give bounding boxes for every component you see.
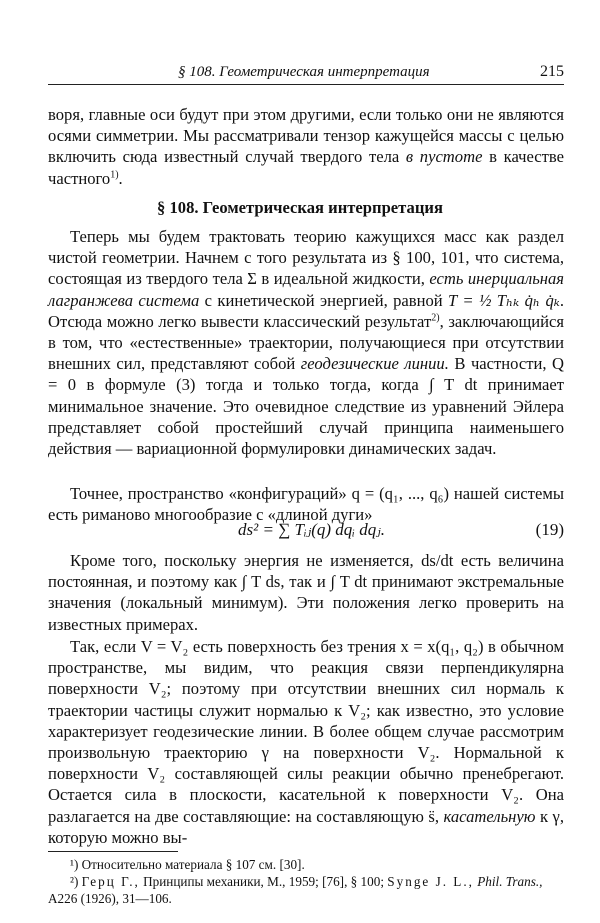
configuration-text: Точнее, пространство «конфигураций» q = (q₁, ..., q₆) нашей системы есть риманово многообразие с «длиной дуги» (48, 484, 564, 525)
main-text-1: Теперь мы будем трактовать теорию кажущихся масс как раздел чистой геометрии. Начнем с того результата из § 100, 101, что система, состоящая из твердого тела Σ в идеальной жидкости, (48, 227, 564, 289)
footnote-ref-1: 1) (110, 169, 119, 181)
main-text-4: , заключающийся в том, что «естественные» траектории, получающиеся при отсутствии внешних сил, представляют собой (48, 311, 565, 374)
kinetic-energy-formula: T = ½ Tₕₖ q̇ₕ q̇ₖ (448, 290, 560, 310)
energy-paragraph (48, 550, 564, 635)
footnote-2-author: Герц Г., (81, 874, 140, 889)
footnote-ref-2: 2) (431, 312, 440, 324)
running-title: § 108. Геометрическая интерпретация (178, 64, 430, 80)
intro-text-3: . (118, 168, 123, 188)
main-text-5: В частности, Q = 0 в формуле (3) тогда и только тогда, когда ∫ T dt принимает минимальное значение. Это очевидное следствие из уравнений Эйлера представляет собой простейший случай принципа наименьшего действия — вариационной формулировки динамических задач. (48, 354, 565, 459)
footnote-2-ref: A226 (1926), 31—106. (48, 891, 172, 906)
footnote-1: ¹) Относительно материала § 107 см. [30]. (70, 857, 305, 872)
footnote-2-marker: ²) (70, 874, 82, 889)
intro-text-2: в качестве частного (48, 147, 564, 188)
footnotes (48, 856, 564, 907)
intro-emphasis: в пустоте (405, 147, 483, 167)
example-text-1: Так, если V = V₂ есть поверхность без трения x = x(q₁, q₂) в обычном пространстве, мы видим, что реакция связи перпендикулярна поверхности V₂; поэтому при отсутствии внешних сил нормаль к траектории частицы служит нормалью к V₂; как известно, это условие характеризует геодезические линии. В более общем случае рассмотрим произвольную траекторию γ на поверхности V₂. Нормальной к поверхности V₂ составляющей силы реакции обычно пренебрегают. Остается сила в плоскости, касательной к поверхности V₂. Она разлагается на две составляющие: на составляющую s̈, (48, 637, 564, 826)
equation-19 (48, 520, 564, 544)
example-emphasis: касательную (443, 806, 536, 826)
equation-number: (19) (535, 520, 564, 539)
main-text-2: с кинетической энергией, равной (199, 290, 449, 310)
energy-text: Кроме того, поскольку энергия не изменяется, ds/dt есть величина постоянная, и поэтому как ∫ T ds, так и ∫ T dt принимают экстремальные значения (локальный минимум). Эти положения легко проверить на известных примерах. (48, 551, 564, 634)
example-text-2: к γ, которую можно вы- (48, 806, 564, 847)
page-number: 215 (540, 63, 564, 80)
equation-body: ds² = ∑ Tᵢⱼ(q) dqᵢ dqⱼ. (238, 520, 385, 539)
footnote-2 (48, 873, 564, 907)
intro-text-1: воря, главные оси будут при этом другими, если только они не являются осями симметрии. Мы рассматривали тензор кажущейся массы с целью включить сюда известный случай твердого тела (48, 105, 564, 167)
example-paragraph (48, 636, 564, 848)
intro-paragraph (48, 104, 564, 189)
main-paragraph (48, 226, 564, 459)
page-header (48, 60, 564, 85)
footnote-2-journal: Phil. Trans., (477, 874, 543, 889)
footnote-divider (48, 851, 178, 852)
footnote-2-author-2: Synge J. L., (387, 874, 474, 889)
main-emphasis-1: есть инерциальная лагранжева система (48, 269, 564, 310)
section-heading: § 108. Геометрическая интерпретация (157, 198, 443, 217)
footnote-2-text: Принципы механики, М., 1959; [76], § 100; (139, 874, 388, 889)
main-emphasis-2: геодезические линии. (300, 354, 449, 374)
main-text-3: . Отсюда можно легко вывести классический результат (48, 290, 564, 331)
